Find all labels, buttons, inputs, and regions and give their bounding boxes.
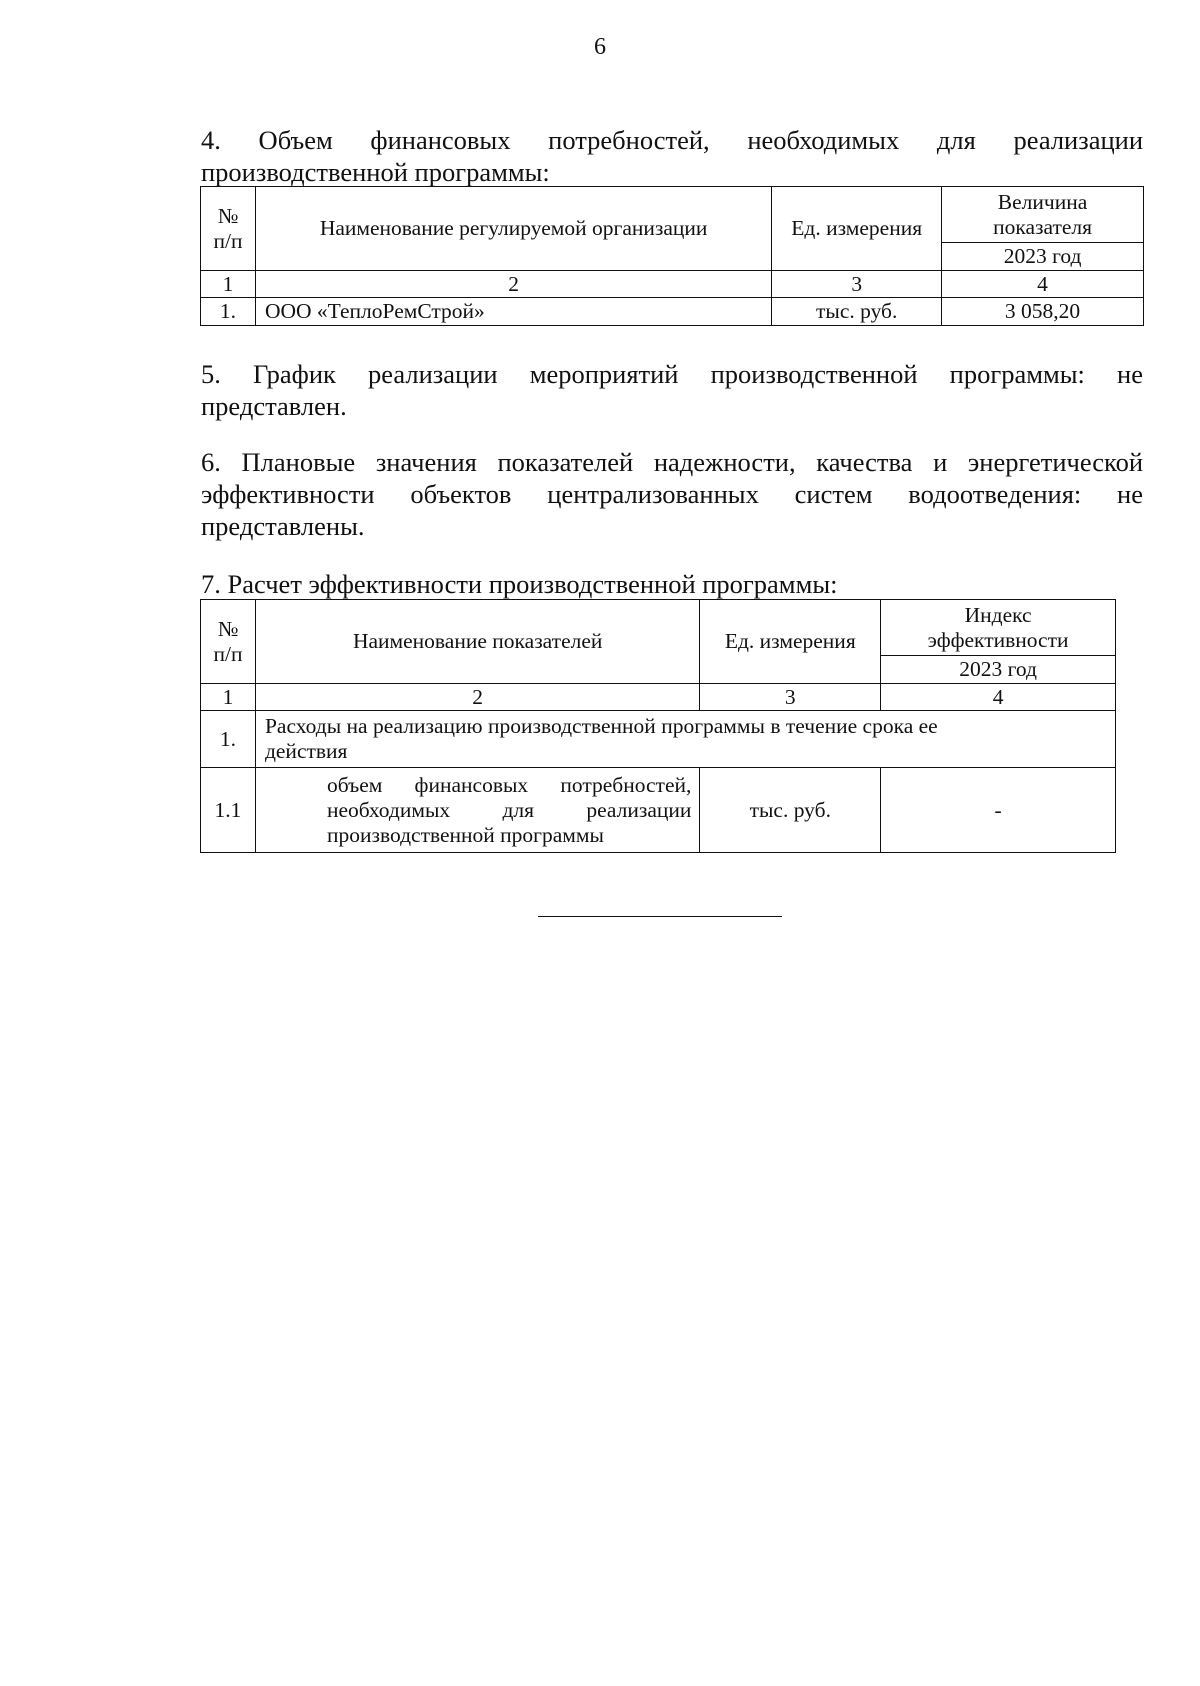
row-value: -	[881, 768, 1116, 853]
table-group-row	[201, 711, 1116, 768]
section-4-heading-line1: 4. Объем финансовых потребностей, необходимых для реализации	[201, 125, 1143, 155]
section-5-line2: представлен.	[201, 391, 347, 421]
col-number-1: 1	[201, 271, 256, 298]
row-indicator-line2: необходимых для реализации	[326, 797, 692, 822]
row-indicator-line1: объем финансовых потребностей,	[326, 772, 692, 797]
group-row-text: Расходы на реализацию производственной программы в течение срока ее действия	[255, 711, 1115, 768]
section-4-heading-line2: производственной программы:	[201, 157, 550, 187]
header-org-name: Наименование регулируемой организации	[255, 187, 771, 271]
row-number: 1.	[201, 298, 256, 326]
header-value: Индекс эффективности	[881, 600, 1116, 656]
row-indicator-line3: производственной программы	[326, 822, 604, 847]
group-row-number: 1.	[201, 711, 256, 768]
section-6-line2: эффективности объектов централизованных систем водоотведения: не	[201, 479, 1143, 509]
table-row	[201, 768, 1116, 853]
header-number: № п/п	[201, 187, 256, 271]
row-unit: тыс. руб.	[700, 768, 881, 853]
end-rule	[538, 916, 782, 917]
row-indicator-name	[255, 768, 699, 853]
col-number-3: 3	[772, 271, 942, 298]
row-value: 3 058,20	[942, 298, 1144, 326]
header-number: № п/п	[201, 600, 256, 684]
col-number-2: 2	[255, 271, 771, 298]
section-5-line1: 5. График реализации мероприятий производственной программы: не	[201, 359, 1143, 389]
header-unit: Ед. измерения	[772, 187, 942, 271]
col-number-4: 4	[881, 684, 1116, 711]
section-6-paragraph	[201, 446, 1143, 542]
table-row	[201, 298, 1144, 326]
col-number-1: 1	[201, 684, 256, 711]
section-5-paragraph	[201, 358, 1143, 422]
page-number: 6	[594, 34, 606, 60]
row-unit: тыс. руб.	[772, 298, 942, 326]
section-7-heading-line: 7. Расчет эффективности производственной программы:	[201, 569, 838, 599]
col-number-2: 2	[255, 684, 699, 711]
row-org-name: ООО «ТеплоРемСтрой»	[255, 298, 771, 326]
financial-needs-table	[200, 186, 1144, 326]
section-7-heading	[201, 568, 1143, 600]
section-6-line1: 6. Плановые значения показателей надежности, качества и энергетической	[201, 447, 1143, 477]
header-year: 2023 год	[881, 656, 1116, 684]
section-6-line3: представлены.	[201, 511, 365, 541]
efficiency-table	[200, 599, 1116, 853]
row-number: 1.1	[201, 768, 256, 853]
section-4-heading	[201, 124, 1143, 188]
header-unit: Ед. измерения	[700, 600, 881, 684]
col-number-3: 3	[700, 684, 881, 711]
header-year: 2023 год	[942, 243, 1144, 271]
header-indicator-name: Наименование показателей	[255, 600, 699, 684]
col-number-4: 4	[942, 271, 1144, 298]
header-value: Величина показателя	[942, 187, 1144, 243]
